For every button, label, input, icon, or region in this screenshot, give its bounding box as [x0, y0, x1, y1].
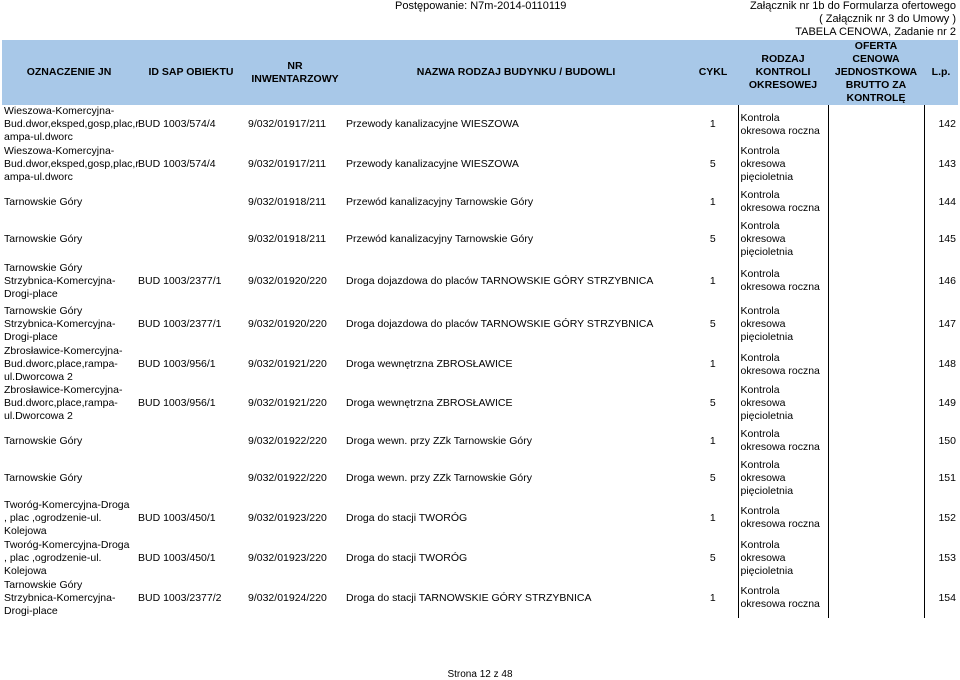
cell-lp: 148	[938, 358, 956, 370]
cell-oznaczenie: Tarnowskie Góry Strzybnica-Komercyjna-Drogi-place	[4, 304, 116, 343]
cell-cykl: 5	[709, 397, 716, 409]
cell-id-sap: BUD 1003/574/4	[138, 118, 216, 130]
table-row	[2, 303, 958, 345]
cell-oferta[interactable]	[828, 498, 924, 538]
cell-rodzaj-kontroli: Kontrola okresowa pięcioletnia	[738, 538, 828, 578]
cell-id-sap: BUD 1003/450/1	[138, 551, 216, 564]
col-header-oznaczenie: OZNACZENIE JN	[2, 40, 136, 105]
table-row	[2, 220, 958, 259]
cell-id-sap: BUD 1003/574/4	[138, 157, 216, 170]
cell-oznaczenie: Tarnowskie Góry	[4, 434, 83, 447]
cell-rodzaj-kontroli: Kontrola okresowa roczna	[738, 105, 828, 144]
cell-oferta[interactable]	[828, 423, 924, 459]
cell-nr-inwentarzowy: 9/032/01917/211	[248, 157, 327, 170]
col-header-nazwa: NAZWA RODZAJ BUDYNKU / BUDOWLI	[344, 40, 688, 105]
cell-lp: 144	[938, 195, 956, 208]
cell-lp: 149	[938, 397, 956, 409]
price-table	[2, 40, 958, 618]
cell-nazwa: Droga wewnętrzna ZBROSŁAWICE	[346, 358, 513, 370]
cell-id-sap	[136, 423, 246, 459]
cell-nazwa: Droga dojazdowa do placów TARNOWSKIE GÓRY STRZYBNICA	[346, 317, 654, 330]
cell-nazwa: Droga wewn. przy ZZk Tarnowskie Góry	[346, 434, 532, 447]
col-header-id-sap: ID SAP OBIEKTU	[136, 40, 246, 105]
table-row	[2, 184, 958, 220]
col-header-oferta: OFERTA CENOWA JEDNOSTKOWA BRUTTO ZA KONTROLĘ	[828, 40, 924, 105]
cell-rodzaj-kontroli: Kontrola okresowa pięcioletnia	[738, 220, 828, 259]
table-row	[2, 105, 958, 144]
cell-cykl: 1	[709, 274, 716, 287]
table-row	[2, 578, 958, 618]
cell-oznaczenie: Tarnowskie Góry Strzybnica-Komercyjna-Drogi-place	[4, 578, 116, 617]
cell-cykl: 5	[709, 472, 716, 484]
table-row	[2, 144, 958, 184]
cell-oferta[interactable]	[828, 259, 924, 303]
table-row	[2, 498, 958, 538]
attachment-header	[750, 0, 956, 39]
cell-lp: 150	[938, 434, 956, 447]
cell-oznaczenie: Wieszowa-Komercyjna-Bud.dwor,eksped,gosp,plac,r ampa-ul.dworc	[4, 105, 139, 143]
attachment-line-1: Załącznik nr 1b do Formularza ofertowego	[749, 0, 956, 12]
attachment-line-3: TABELA CENOWA, Zadanie nr 2	[795, 26, 956, 38]
cell-oznaczenie: Tworóg-Komercyjna-Droga , plac ,ogrodzenie-ul. Kolejowa	[4, 538, 130, 577]
cell-cykl: 1	[709, 591, 716, 604]
cell-rodzaj-kontroli: Kontrola okresowa roczna	[738, 345, 828, 384]
cell-nr-inwentarzowy: 9/032/01918/211	[248, 233, 327, 245]
cell-rodzaj-kontroli: Kontrola okresowa roczna	[738, 259, 828, 303]
cell-id-sap: BUD 1003/2377/1	[138, 274, 222, 287]
cell-oznaczenie: Zbrosławice-Komercyjna-Bud.dworc,place,rampa-ul.Dworcowa 2	[4, 345, 123, 383]
cell-nr-inwentarzowy: 9/032/01923/220	[248, 551, 327, 564]
cell-id-sap	[136, 220, 246, 259]
cell-rodzaj-kontroli: Kontrola okresowa roczna	[738, 184, 828, 220]
cell-nazwa: Przewód kanalizacyjny Tarnowskie Góry	[346, 195, 534, 208]
cell-id-sap	[136, 459, 246, 498]
cell-id-sap: BUD 1003/2377/1	[138, 317, 222, 330]
cell-nr-inwentarzowy: 9/032/01922/220	[248, 434, 327, 447]
cell-oferta[interactable]	[828, 144, 924, 184]
cell-lp: 142	[938, 118, 956, 130]
table-row	[2, 259, 958, 303]
cell-oznaczenie: Zbrosławice-Komercyjna-Bud.dworc,place,rampa-ul.Dworcowa 2	[4, 384, 123, 422]
cell-nazwa: Droga do stacji TWORÓG	[346, 511, 468, 524]
cell-oznaczenie: Tarnowskie Góry	[4, 472, 83, 484]
table-header-row	[2, 40, 958, 105]
cell-id-sap: BUD 1003/2377/2	[138, 591, 222, 604]
cell-oferta[interactable]	[828, 459, 924, 498]
cell-oferta[interactable]	[828, 303, 924, 345]
cell-oferta[interactable]	[828, 220, 924, 259]
cell-rodzaj-kontroli: Kontrola okresowa pięcioletnia	[738, 144, 828, 184]
table-row	[2, 538, 958, 578]
cell-rodzaj-kontroli: Kontrola okresowa roczna	[738, 578, 828, 618]
col-header-rodzaj-kontroli: RODZAJ KONTROLI OKRESOWEJ	[738, 40, 828, 105]
cell-nazwa: Przewody kanalizacyjne WIESZOWA	[346, 157, 519, 170]
cell-lp: 147	[938, 317, 956, 330]
cell-cykl: 5	[709, 233, 716, 245]
col-header-lp: L.p.	[924, 40, 958, 105]
cell-oferta[interactable]	[828, 105, 924, 144]
cell-oznaczenie: Tarnowskie Góry	[4, 233, 83, 245]
cell-rodzaj-kontroli: Kontrola okresowa pięcioletnia	[738, 384, 828, 423]
cell-id-sap	[136, 184, 246, 220]
cell-nazwa: Droga wewn. przy ZZk Tarnowskie Góry	[346, 472, 532, 484]
cell-nr-inwentarzowy: 9/032/01917/211	[248, 118, 327, 130]
cell-rodzaj-kontroli: Kontrola okresowa roczna	[738, 498, 828, 538]
cell-oferta[interactable]	[828, 384, 924, 423]
cell-nazwa: Droga do stacji TWORÓG	[346, 551, 468, 564]
cell-cykl: 1	[709, 434, 716, 447]
table-row	[2, 459, 958, 498]
cell-cykl: 1	[709, 195, 716, 208]
col-header-cykl: CYKL	[688, 40, 738, 105]
cell-lp: 146	[938, 274, 956, 287]
cell-lp: 145	[938, 233, 956, 245]
table-row	[2, 345, 958, 384]
page-number: Strona 12 z 48	[447, 669, 513, 680]
cell-nazwa: Przewody kanalizacyjne WIESZOWA	[346, 118, 519, 130]
cell-id-sap: BUD 1003/450/1	[138, 511, 216, 524]
cell-nr-inwentarzowy: 9/032/01924/220	[248, 591, 327, 604]
cell-nr-inwentarzowy: 9/032/01920/220	[248, 274, 327, 287]
cell-lp: 143	[938, 157, 956, 170]
table-row	[2, 384, 958, 423]
cell-nazwa: Droga do stacji TARNOWSKIE GÓRY STRZYBNICA	[346, 591, 592, 604]
cell-nr-inwentarzowy: 9/032/01920/220	[248, 317, 327, 330]
cell-oferta[interactable]	[828, 345, 924, 384]
cell-oznaczenie: Tarnowskie Góry	[4, 195, 83, 208]
cell-cykl: 5	[709, 157, 716, 170]
cell-lp: 152	[938, 511, 956, 524]
cell-rodzaj-kontroli: Kontrola okresowa roczna	[738, 423, 828, 459]
cell-nazwa: Przewód kanalizacyjny Tarnowskie Góry	[346, 233, 534, 245]
cell-oferta[interactable]	[828, 538, 924, 578]
cell-nr-inwentarzowy: 9/032/01918/211	[248, 195, 327, 208]
cell-oznaczenie: Tarnowskie Góry Strzybnica-Komercyjna-Drogi-place	[4, 261, 116, 300]
cell-oznaczenie: Tworóg-Komercyjna-Droga , plac ,ogrodzenie-ul. Kolejowa	[4, 498, 130, 537]
cell-rodzaj-kontroli: Kontrola okresowa pięcioletnia	[738, 459, 828, 498]
cell-oferta[interactable]	[828, 578, 924, 618]
cell-rodzaj-kontroli: Kontrola okresowa pięcioletnia	[738, 303, 828, 345]
cell-cykl: 5	[709, 551, 716, 564]
table-body	[2, 105, 958, 618]
cell-oferta[interactable]	[828, 184, 924, 220]
cell-nr-inwentarzowy: 9/032/01921/220	[248, 397, 327, 409]
cell-lp: 151	[938, 472, 956, 484]
cell-nr-inwentarzowy: 9/032/01922/220	[248, 472, 327, 484]
cell-cykl: 1	[709, 511, 716, 524]
cell-id-sap: BUD 1003/956/1	[138, 397, 216, 409]
cell-nr-inwentarzowy: 9/032/01921/220	[248, 358, 327, 370]
cell-lp: 153	[938, 551, 956, 564]
col-header-nr-inwentarzowy: NR INWENTARZOWY	[246, 40, 344, 105]
cell-cykl: 1	[709, 118, 716, 130]
cell-id-sap: BUD 1003/956/1	[138, 358, 216, 370]
procedure-title: Postępowanie: N7m-2014-0110119	[395, 0, 567, 12]
attachment-line-2: ( Załącznik nr 3 do Umowy )	[819, 13, 956, 25]
cell-cykl: 1	[709, 358, 716, 370]
cell-nazwa: Droga wewnętrzna ZBROSŁAWICE	[346, 397, 513, 409]
cell-cykl: 5	[709, 317, 716, 330]
cell-oznaczenie: Wieszowa-Komercyjna-Bud.dwor,eksped,gosp,plac,r ampa-ul.dworc	[4, 144, 139, 183]
cell-lp: 154	[938, 591, 956, 604]
cell-nazwa: Droga dojazdowa do placów TARNOWSKIE GÓRY STRZYBNICA	[346, 274, 654, 287]
table-row	[2, 423, 958, 459]
cell-nr-inwentarzowy: 9/032/01923/220	[248, 511, 327, 524]
